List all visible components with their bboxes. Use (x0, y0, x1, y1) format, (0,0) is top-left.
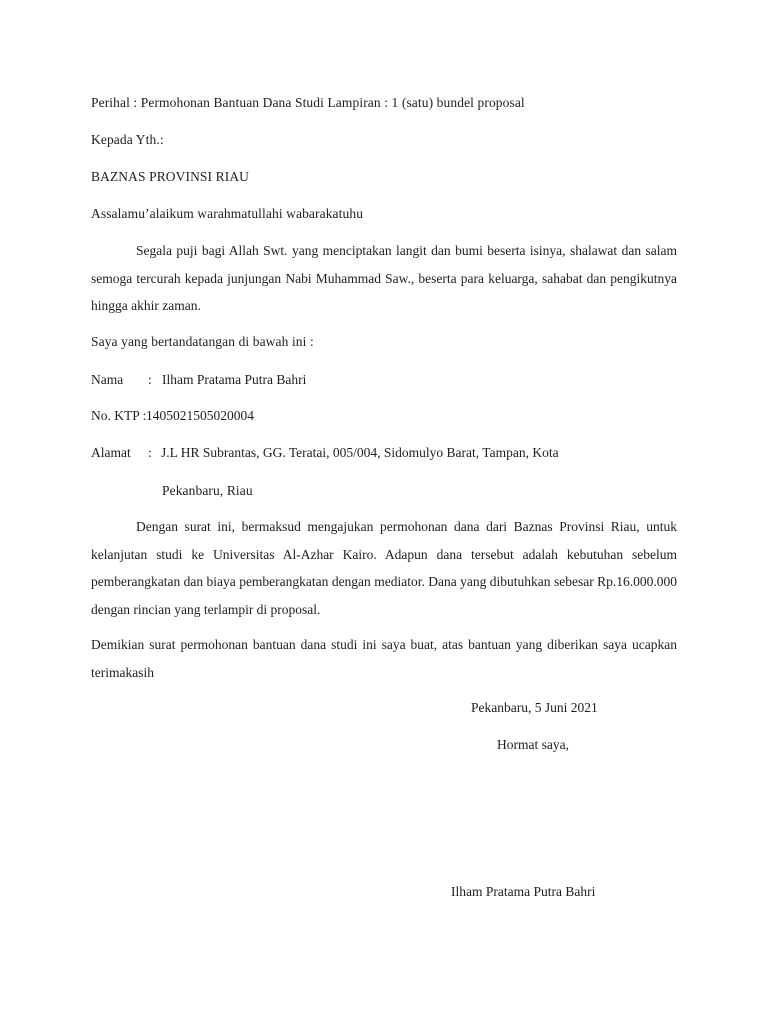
intro-line: Saya yang bertandatangan di bawah ini : (91, 334, 314, 349)
address-field (91, 445, 559, 461)
opening-paragraph: Segala puji bagi Allah Swt. yang menciptakan langit dan bumi beserta isinya, shalawat dan salam semoga tercurah kepada junjungan Nabi Muhammad Saw., beserta para keluarga, sahabat dan pengikutnya hingga akhir zaman. (91, 243, 677, 313)
regards: Hormat saya, (497, 737, 569, 752)
body-paragraph: Dengan surat ini, bermaksud mengajukan permohonan dana dari Baznas Provinsi Riau, untuk kelanjutan studi ke Universitas Al-Azhar Kairo. Adapun dana tersebut adalah kebutuhan sebelum pemberangkatan dan biaya pemberangkatan dengan mediator. Dana yang dibutuhkan sebesar Rp.16.000.000 dengan rincian yang terlampir di proposal. (91, 519, 677, 617)
recipient-name: BAZNAS PROVINSI RIAU (91, 169, 250, 184)
closing-paragraph: Demikian surat permohonan bantuan dana studi ini saya buat, atas bantuan yang diberikan saya ucapkan terimakasih (91, 637, 677, 680)
ktp-field (91, 408, 254, 424)
name-field (91, 372, 306, 388)
signatory-name: Ilham Pratama Putra Bahri (451, 884, 596, 899)
address-line-2: Pekanbaru, Riau (162, 483, 253, 498)
place-date: Pekanbaru, 5 Juni 2021 (471, 700, 598, 715)
greeting: Assalamu’alaikum warahmatullahi wabarakatuhu (91, 206, 364, 221)
address-label: Alamat (91, 445, 131, 460)
name-label: Nama (91, 372, 124, 387)
name-value: Ilham Pratama Putra Bahri (162, 372, 307, 387)
recipient-label: Kepada Yth.: (91, 132, 164, 147)
ktp-value: 1405021505020004 (146, 408, 254, 423)
letter-subject: Perihal : Permohonan Bantuan Dana Studi Lampiran : 1 (satu) bundel proposal (91, 95, 525, 110)
ktp-label: No. KTP : (91, 408, 147, 423)
address-line-1: J.L HR Subrantas, GG. Teratai, 005/004, Sidomulyo Barat, Tampan, Kota (161, 445, 559, 460)
address-colon: : (148, 445, 152, 460)
name-colon: : (148, 372, 152, 387)
